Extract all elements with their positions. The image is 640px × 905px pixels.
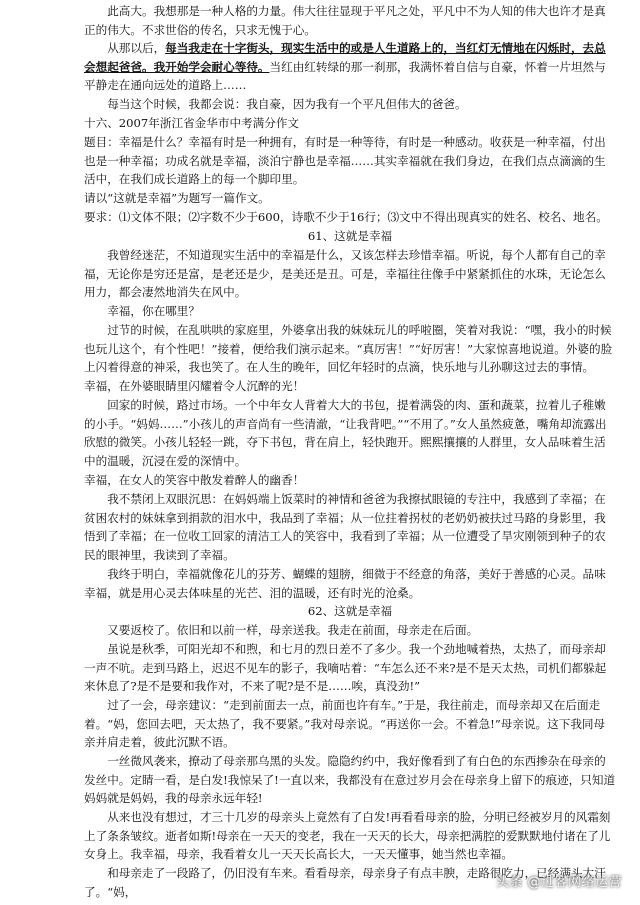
essay-title-62: 62、这就是幸福 (307, 604, 393, 618)
paragraph-highlighted (84, 39, 616, 95)
text-run: 当红由红转绿的那一刹那，我满怀着自信与自豪，怀着一片坦然与平静走在通向远处的道路上…… (84, 59, 606, 93)
emphasis-line: 幸福，在外婆眼睛里闪耀着令人沉醉的光！ (84, 379, 305, 393)
paragraph: 过了一会，母亲建议：“走到前面去一点，前面也许有车。”于是，我往前走，而母亲却又在后面走着。“妈，您回去吧，天太热了，我不要紧。”我对母亲说。“再送你一会。不着急!”母亲说。这下我同母亲并肩走着，彼此沉默不语。 (84, 698, 606, 750)
paragraph: 我终于明白，幸福就像花儿的芬芳、蝴蝶的翅膀，细微于不经意的角落，美好于善感的心灵。品味幸福，就是用心灵去体味星的光芒、泪的温暖，还有时光的沧桑。 (84, 567, 606, 600)
requirements-line: 要求：⑴文体不限；⑵字数不少于600，诗歌不少于16行；⑶文中不得出现真实的姓名、校名、地名。 (84, 210, 608, 224)
paragraph: 回家的时候，路过市场。一个中年女人背着大大的书包，提着满袋的肉、蛋和蔬菜，拉着儿子稚嫩的小手。“妈妈……”小孩儿的声音尚有一些清澈，“让我背吧。”“不用了。”女人虽然疲惫，嘴角却流露出欣慰的微笑。小孩儿轻轻一跳，夺下书包，背在肩上，轻快跑开。熙熙攘攘的人群里，女人品味着生活中的温暖，沉浸在爱的深情中。 (84, 398, 607, 469)
paragraph: 从来也没有想过，才三十几岁的母亲头上竟然有了白发!再看看母亲的脸，分明已经被岁月的风霜刻上了条条皱纹。逝者如斯!母亲在一天天的变老，我在一天天的长大，母亲把满腔的爱默默地付诸在了儿女身上。我幸福，母亲，我看着女儿一天天长高长大，一天天懂事，她当然也幸福。 (84, 810, 611, 862)
paragraph: 我不禁闭上双眼沉思：在妈妈端上饭菜时的神情和爸爸为我擦拭眼镜的专注中，我感到了幸福；在贫困农村的妹妹拿到捐款的泪水中，我品到了幸福；从一位拄着拐杖的老奶奶被扶过马路的身影里，我悟到了幸福；在一位收工回家的清洁工人的笑容中，我看到了幸福；从一位遭受了旱灾刚领到种子的农民的眼神里，我读到了幸福。 (84, 492, 606, 563)
paragraph: 幸福，你在哪里？ (107, 304, 200, 318)
paragraph: 我曾经迷茫，不知道现实生活中的幸福是什么，又该怎样去珍惜幸福。听说，每个人都有自己的幸福，无论你是穷还是富，是老还是少，是美还是丑。可是，幸福往往像手中紧紧抓住的水珠，无论怎么用力，都会凄然地消失在风中。 (84, 248, 606, 300)
emphasis-line: 幸福，在女人的笑容中散发着醉人的幽香！ (84, 473, 305, 487)
paragraph: 一丝微风袭来，撩动了母亲那乌黑的头发。隐隐约约中，我好像看到了有白色的东西掺杂在母亲的发丝中。定睛一看，是白发!我惊呆了!一直以来，我都没有在意过岁月会在母亲身上留下的痕迹，只知道妈妈就是妈妈，我的母亲永远年轻! (84, 754, 616, 806)
instruction-line: 请以“这就是幸福”为题写一篇作文。 (84, 191, 270, 205)
paragraph: 过节的时候，在乱哄哄的家庭里，外婆拿出我的妹妹玩儿的呼啦圈，笑着对我说：“嘿，我小的时候也玩儿这个，有个性吧！”接着，便给我们演示起来。“真厉害！”“好厉害！”大家惊喜地说道。外婆的脸上闪着得意的神采，我也笑了。在人生的晚年，回忆年轻时的点滴，快乐地与儿孙聊这过去的事情。 (84, 323, 613, 375)
paragraph: 和母亲走了一段路了，仍旧没有车来。看看母亲，母亲身子有点丰腴，走路很吃力，已经满头大汗了。“妈， (84, 866, 606, 899)
text-run: 从那以后， (107, 41, 166, 55)
bold-underlined-text: 每当我走在十字街头，现实生活中的或是人生道路上的，当红灯无情地在闪烁时，去总会想起爸爸。我开始学会耐心等待。 (84, 41, 606, 74)
paragraph: 每当这个时候，我都会说：我自豪，因为我有一个平凡但伟大的爸爸。 (107, 97, 467, 111)
section-heading: 十六、2007年浙江省金华市中考满分作文 (84, 116, 300, 130)
essay-title-61: 61、这就是幸福 (307, 229, 393, 243)
paragraph: 此高大。我想那是一种人格的力量。伟大往往显现于平凡之处，平凡中不为人知的伟大也许才是真正的伟大。不求世俗的传名，只求无愧于心。 (84, 4, 606, 37)
watermark: 头条 @过客网络运营 (495, 875, 622, 891)
prompt-paragraph: 题目：幸福是什么？幸福有时是一种拥有，有时是一种等待，有时是一种感动。收获是一种幸福，付出也是一种幸福；功成名就是幸福，淡泊宁静也是幸福……其实幸福就在我们身边，在我们点点滴滴的生活中，在我们成长道路上的每一个脚印里。 (84, 135, 606, 187)
paragraph: 又要返校了。依旧和以前一样，母亲送我。我走在前面，母亲走在后面。 (107, 623, 479, 637)
paragraph: 虽说是秋季，可阳光却不和煦，和七月的烈日差不了多少。我一个劲地喊着热，太热了，而母亲却一声不吭。走到马路上，迟迟不见车的影子，我嘀咕着：“车怎么还不来?是不是天太热，司机们都躲起来休息了?是不是要和我作对，不来了呢?是不是……唉，真没劲!” (84, 642, 607, 694)
